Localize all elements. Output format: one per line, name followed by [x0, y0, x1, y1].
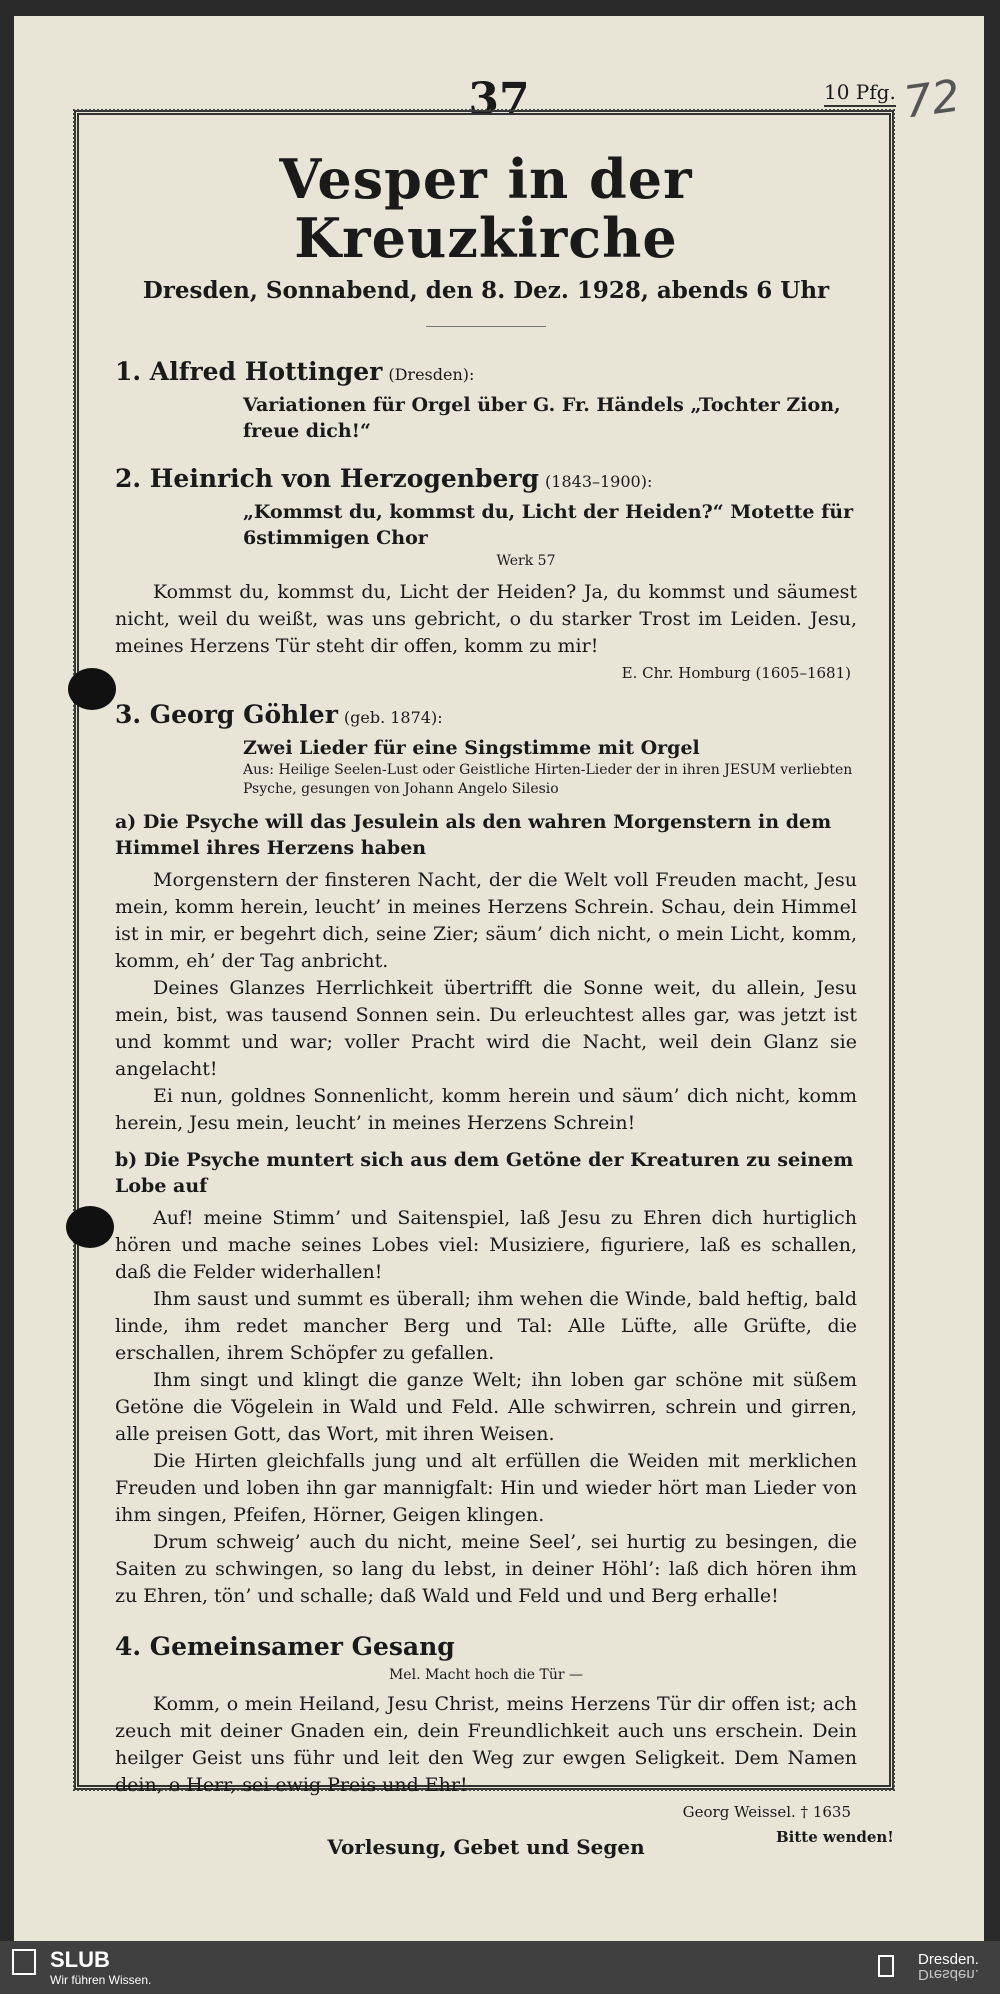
dresden-crest-icon [878, 1955, 894, 1977]
footer-bar [0, 1941, 1000, 1994]
price-label: 10 Pfg. [824, 80, 896, 107]
composer-dates: (1843–1900): [545, 471, 653, 491]
section-heading [115, 357, 857, 386]
composer-name: 3. Georg Göhler [115, 699, 338, 729]
hymn-author: Georg Weissel. † 1635 [682, 1802, 851, 1821]
hymn-text [115, 1691, 857, 1799]
section-heading: 4. Gemeinsamer Gesang [115, 1631, 455, 1661]
page-subtitle: Dresden, Sonnabend, den 8. Dez. 1928, abends 6 Uhr [142, 276, 830, 304]
song-a-title: a) Die Psyche will das Jesulein als den wahren Morgenstern in dem Himmel ihres Herzens haben [115, 810, 832, 859]
work-title: Zwei Lieder für eine Singstimme mit Orgel [243, 736, 700, 759]
lyrics-paragraph: Deines Glanzes Herrlichkeit übertrifft die Sonne weit, du allein, Jesu mein, bist, was tausend Sonnen sein. Du erleuchtest alles gar, was jetzt ist und kommt und war; voller Pracht wird die Nacht, weil dein Glanz sie angelacht! [115, 976, 857, 1080]
dresden-logo[interactable] [918, 1953, 979, 1981]
lyrics-paragraph: Ihm singt und klingt die ganze Welt; ihn loben gar schöne mit süßem Getöne die Vögelein in Wald und Feld. Alle schwirren, schrein und girren, alle preisen Gott, das Wort, mit ihren Weisen. [115, 1368, 857, 1445]
punch-hole [68, 668, 116, 710]
work-title: „Kommst du, kommst du, Licht der Heiden?“ Motette für 6stimmigen Chor [243, 500, 854, 549]
turn-page-note: Bitte wenden! [776, 1828, 894, 1846]
lyrics-paragraph: Morgenstern der finsteren Nacht, der die Welt voll Freuden macht, Jesu mein, komm herein, leucht’ in meines Herzens Schrein. Schau, dein Himmel ist in mir, er begehrt dich, seine Zier; säum’ dich nicht, o mein Licht, komm, komm, eh’ der Tag anbricht. [115, 868, 857, 972]
lyrics-paragraph: Kommst du, kommst du, Licht der Heiden? Ja, du kommst und säumest nicht, weil du weißt, was uns gebricht, o du starker Trost im Leiden. Jesu, meines Herzens Tür steht dir offen, komm zu mir! [115, 580, 857, 657]
section-1 [115, 357, 857, 444]
work-source: Aus: Heilige Seelen-Lust oder Geistliche Hirten-Lieder der in ihren JESUM verliebten Psyche, gesungen von Johann Angelo Silesio [243, 761, 853, 797]
punch-hole [66, 1206, 114, 1248]
dresden-logo-line: Dresden. [918, 1951, 979, 1968]
page-title: Vesper in der Kreuzkirche [279, 147, 693, 271]
page-number: 37 [468, 74, 530, 125]
slub-logo-icon [12, 1949, 36, 1975]
opus-number: Werk 57 [496, 552, 556, 569]
section-2 [115, 464, 857, 682]
slub-tagline: Wir führen Wissen. [50, 1973, 152, 1987]
handwritten-note: 72 [900, 70, 964, 129]
closing-line: Vorlesung, Gebet und Segen [327, 1834, 645, 1859]
section-4 [115, 1632, 857, 1821]
program-content [115, 147, 857, 1859]
composer-origin: (Dresden): [388, 364, 475, 384]
composer-name: 2. Heinrich von Herzogenberg [115, 463, 540, 493]
composer-dates: (geb. 1874): [343, 707, 443, 727]
lyrics-paragraph: Komm, o mein Heiland, Jesu Christ, meins Herzens Tür dir offen ist; ach zeuch mit deiner Gnaden ein, dein Freundlichkeit auch uns erschein. Dein heilger Geist uns führ und leit den Weg zur ewgen Seligkeit. Dem Namen dein, o Herr, sei ewig Preis und Ehr! [115, 1692, 857, 1796]
section-3 [115, 700, 857, 1610]
lyrics-author: E. Chr. Homburg (1605–1681) [621, 663, 851, 682]
song-a-text [115, 867, 857, 1137]
composer-name: 1. Alfred Hottinger [115, 356, 383, 386]
melody-note: Mel. Macht hoch die Tür — [388, 1666, 584, 1683]
lyrics-paragraph: Die Hirten gleichfalls jung und alt erfüllen die Weiden mit merklichen Freuden und loben ihn gar mannigfalt: Hin und wieder hört man Lieder von ihm singen, Pfeifen, Hörner, Geigen klingen. [115, 1449, 857, 1526]
slub-logo-text[interactable]: SLUB [50, 1947, 110, 1972]
lyrics-text [115, 579, 857, 660]
lyrics-paragraph: Drum schweig’ auch du nicht, meine Seel’, sei hurtig zu besingen, die Saiten zu schwingen, so lang du lebst, in deiner Höhl’: laß dich hören ihm zu Ehren, tön’ und schalle; daß Wald und Feld und und Berg erhalle! [115, 1530, 857, 1607]
section-heading [115, 464, 857, 493]
work-title: Variationen für Orgel über G. Fr. Händels „Tochter Zion, freue dich!“ [243, 393, 841, 442]
lyrics-paragraph: Ihm saust und summt es überall; ihm wehen die Winde, bald heftig, bald linde, ihm redet mancher Berg und Tal: Alle Lüfte, alle Grüfte, die erschallen, ihrem Schöpfer zu gefallen. [115, 1287, 857, 1364]
section-heading [115, 700, 857, 729]
divider [426, 326, 546, 327]
lyrics-paragraph: Ei nun, goldnes Sonnenlicht, komm herein und säum’ dich nicht, komm herein, Jesu mein, leucht’ in meines Herzens Schrein! [115, 1084, 857, 1134]
song-b-title: b) Die Psyche muntert sich aus dem Getöne der Kreaturen zu seinem Lobe auf [115, 1148, 854, 1197]
dresden-logo-mirror: Dresden. [918, 1966, 979, 1983]
song-b-text [115, 1205, 857, 1610]
lyrics-paragraph: Auf! meine Stimm’ und Saitenspiel, laß Jesu zu Ehren dich hurtiglich hören und mache seines Lobes viel: Musiziere, figuriere, laß es schallen, daß die Felder widerhallen! [115, 1206, 857, 1283]
